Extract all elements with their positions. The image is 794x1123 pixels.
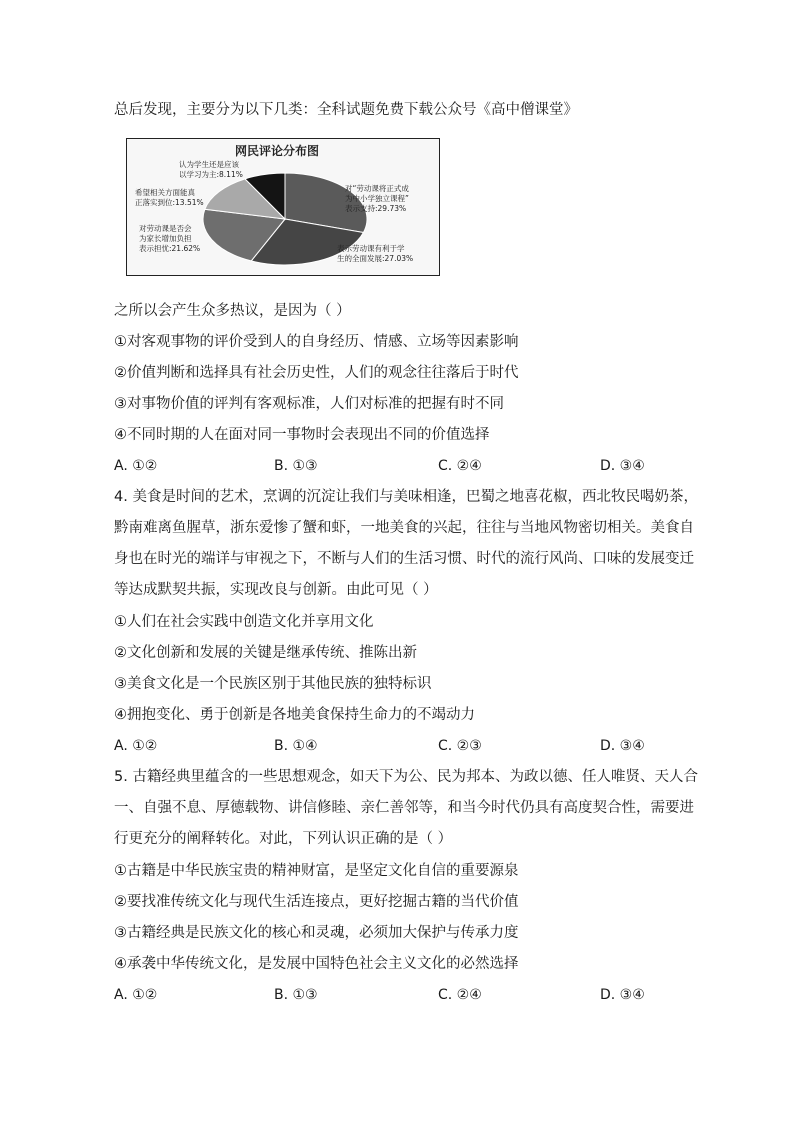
q4-option-b[interactable]: B. ①④	[274, 738, 318, 754]
q4-item-3: ③美食文化是一个民族区别于其他民族的独特标识	[114, 676, 432, 692]
q5-option-d[interactable]: D. ③④	[600, 987, 645, 1003]
q5-option-b[interactable]: B. ①③	[274, 987, 318, 1003]
q3-stem: 之所以会产生众多热议，是因为（ ）	[114, 303, 351, 319]
pie-label-1: 对“劳动课将正式成为中小学独立课程”表示支持:29.73%	[345, 184, 409, 213]
q4-item-1: ①人们在社会实践中创造文化并享用文化	[114, 614, 374, 630]
intro-text: 总后发现，主要分为以下几类：全科试题免费下载公众号《高中僧课堂》	[114, 102, 578, 118]
pie-chart	[126, 138, 440, 276]
q3-item-2: ②价值判断和选择具有社会历史性，人们的观念往往落后于时代	[114, 365, 519, 381]
q4-item-4: ④拥抱变化、勇于创新是各地美食保持生命力的不竭动力	[114, 707, 475, 723]
q4-option-d[interactable]: D. ③④	[600, 738, 645, 754]
pie-label-2: 表示劳动课有利于学生的全面发展:27.03%	[337, 244, 414, 263]
q4-item-2: ②文化创新和发展的关键是继承传统、推陈出新	[114, 645, 417, 661]
q3-option-b[interactable]: B. ①③	[274, 458, 318, 474]
q5-stem-line-3: 行更充分的阐释转化。对此，下列认识正确的是（ ）	[114, 831, 453, 847]
q5-item-1: ①古籍是中华民族宝贵的精神财富，是坚定文化自信的重要源泉	[114, 863, 519, 879]
chart-title: 网民评论分布图	[234, 144, 320, 158]
q5-option-a[interactable]: A. ①②	[114, 987, 158, 1003]
q3-option-c[interactable]: C. ②④	[438, 458, 482, 474]
q3-item-3: ③对事物价值的评判有客观标准，人们对标准的把握有时不同	[114, 396, 504, 412]
q4-stem-line-2: 黔南难离鱼腥草，浙东爱惨了蟹和虾，一地美食的兴起，往往与当地风物密切相关。美食自	[114, 520, 694, 536]
q3-item-4: ④不同时期的人在面对同一事物时会表现出不同的价值选择	[114, 427, 490, 443]
q5-stem-line-1: 5. 古籍经典里蕴含的一些思想观念，如天下为公、民为邦本、为政以德、任人唯贤、天人合	[114, 769, 698, 785]
q3-options	[114, 456, 674, 476]
q5-item-3: ③古籍经典是民族文化的核心和灵魂，必须加大保护与传承力度	[114, 925, 519, 941]
pie-chart-svg	[127, 139, 441, 277]
q4-stem-line-3: 身也在时光的端详与审视之下，不断与人们的生活习惯、时代的流行风尚、口味的发展变迁	[114, 551, 694, 567]
q4-stem-line-1: 4. 美食是时间的艺术，烹调的沉淀让我们与美味相逢，巴蜀之地喜花椒，西北牧民喝奶茶，	[114, 489, 698, 505]
q5-stem-line-2: 一、自强不息、厚德载物、讲信修睦、亲仁善邻等，和当今时代仍具有高度契合性，需要进	[114, 800, 694, 816]
q5-item-2: ②要找准传统文化与现代生活连接点，更好挖掘古籍的当代价值	[114, 894, 519, 910]
q3-option-a[interactable]: A. ①②	[114, 458, 158, 474]
q3-item-1: ①对客观事物的评价受到人的自身经历、情感、立场等因素影响	[114, 334, 519, 350]
q4-option-a[interactable]: A. ①②	[114, 738, 158, 754]
q4-option-c[interactable]: C. ②③	[438, 738, 482, 754]
pie-label-3: 对劳动课是否会为家长增加负担表示担忧:21.62%	[139, 224, 201, 253]
q5-option-c[interactable]: C. ②④	[438, 987, 482, 1003]
q5-item-4: ④承袭中华传统文化，是发展中国特色社会主义文化的必然选择	[114, 956, 519, 972]
pie-label-5: 认为学生还是应该以学习为主:8.11%	[179, 160, 243, 179]
pie-label-4: 希望相关方面能真正落实到位:13.51%	[135, 188, 204, 207]
q3-option-d[interactable]: D. ③④	[600, 458, 645, 474]
q4-stem-line-4: 等达成默契共振，实现改良与创新。由此可见（ ）	[114, 582, 438, 598]
q4-options	[114, 736, 674, 756]
q5-options	[114, 985, 674, 1005]
